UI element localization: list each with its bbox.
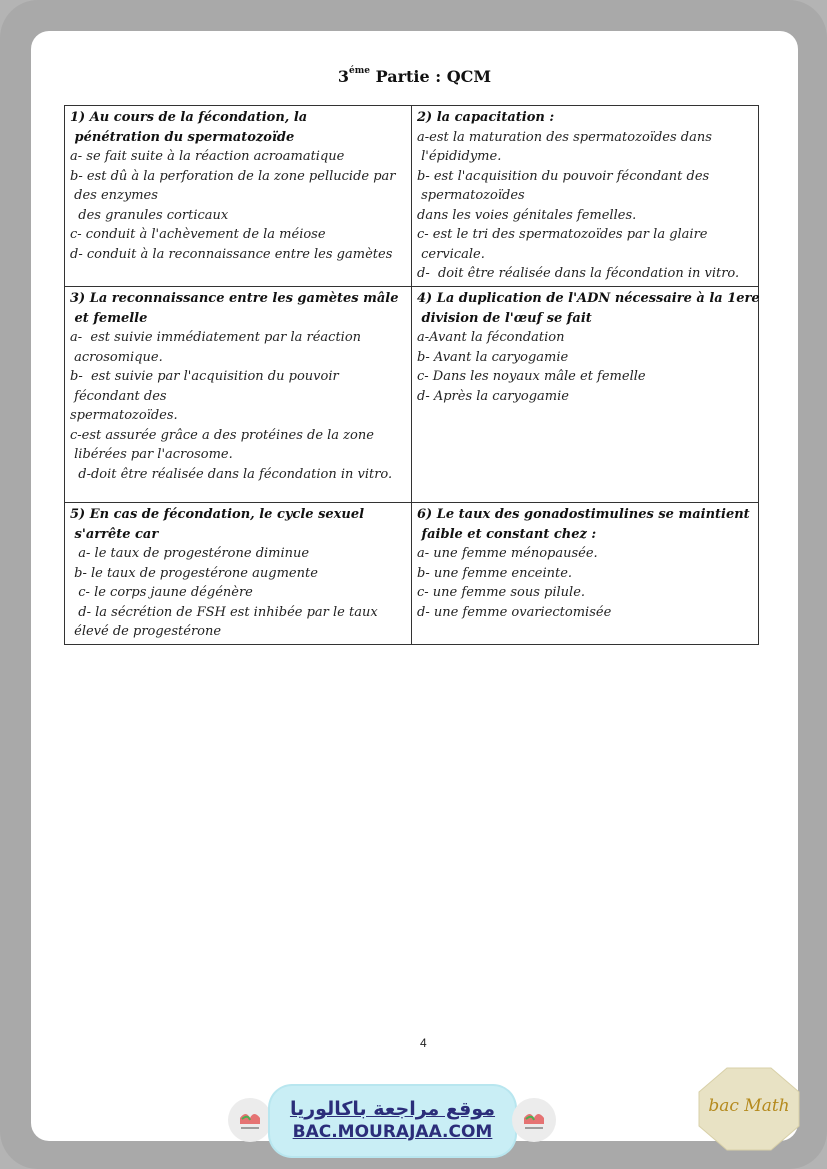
question-cell: 1) Au cours de la fécondation, la pénétration du spermatozoïde a- se fait suite à la réaction acroamatique b- est dû à la perforation de la zone pellucide par des enzymes des granules corticaux c- conduit à l'achèvement de la méiose d- conduit à la reconnaissance entre les gamètes [65,106,412,287]
question-cell: 3) La reconnaissance entre les gamètes mâle et femelle a- est suivie immédiatement par la réaction acrosomique. b- est suivie par l'acquisition du pouvoir fécondant des spermatozoïdes. c-est assurée grâce a des protéines de la zone libérées par l'acrosome. d-doit être réalisée dans la fécondation in vitro. [65,287,412,503]
banner-arabic-text: موقع مراجعة باكالوريا [289,1098,496,1120]
question-cell: 6) Le taux des gonadostimulines se maintient faible et constant chez : a- une femme ménopausée. b- une femme enceinte. c- une femme sous pilule. d- une femme ovariectomisée [412,503,759,645]
page-number: 4 [420,1036,427,1050]
document-page [31,31,798,1141]
page-title: $3^{éme}$ Partie : QCM [337,66,492,86]
banner-url-link[interactable]: BAC.MOURAJAA.COM [292,1122,493,1142]
site-logo-icon [512,1098,556,1142]
question-cell: 5) En cas de fécondation, le cycle sexuel s'arrête car a- le taux de progestérone diminue b- le taux de progestérone augmente c- le corps jaune dégénère d- la sécrétion de FSH est inhibée par le taux élevé de progestérone [65,503,412,645]
question-cell: 2) la capacitation : a-est la maturation des spermatozoïdes dans l'épididyme. b- est l'acquisition du pouvoir fécondant des spermatozoïdes dans les voies génitales femelles. c- est le tri des spermatozoïdes par la glaire cervicale. d- doit être réalisée dans la fécondation in vitro. [412,106,759,287]
bac-math-badge [697,1066,801,1152]
badge-text: bac Math [708,1096,790,1116]
question-cell: 4) La duplication de l'ADN nécessaire à la 1ere division de l'œuf se fait a-Avant la fécondation b- Avant la caryogamie c- Dans les noyaux mâle et femelle d- Après la caryogamie [412,287,759,503]
site-banner[interactable] [270,1086,515,1156]
qcm-table [64,105,759,645]
site-logo-icon [228,1098,272,1142]
